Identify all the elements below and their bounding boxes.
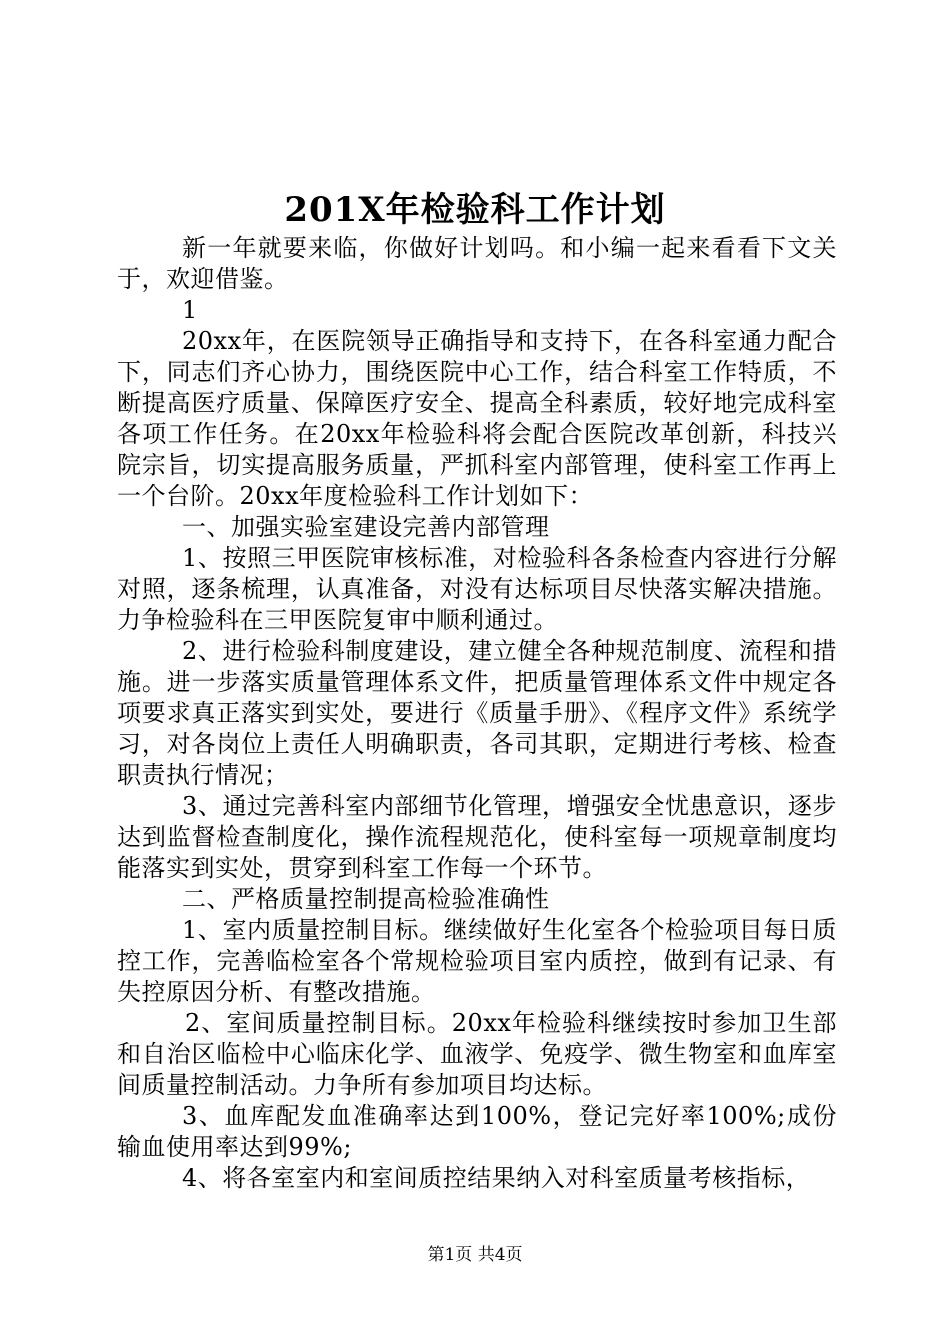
- item-paragraph: 1、室内质量控制目标。继续做好生化室各个检验项目每日质控工作，完善临检室各个常规检验项目室内质控，做到有记录、有失控原因分析、有整改措施。: [117, 916, 837, 1006]
- overview-paragraph: 20xx年，在医院领导正确指导和支持下，在各科室通力配合下，同志们齐心协力，围绕医院中心工作，结合科室工作特质，不断提高医疗质量、保障医疗安全、提高全科素质，较好地完成科室各项工作任务。在20xx年检验科将会配合医院改革创新，科技兴院宗旨，切实提高服务质量，严抓科室内部管理，使科室工作再上一个台阶。20xx年度检验科工作计划如下：: [117, 327, 837, 510]
- item-paragraph: 3、血库配发血准确率达到100%，登记完好率100%;成份输血使用率达到99%;: [117, 1102, 837, 1161]
- section-heading-1: 一、加强实验室建设完善内部管理: [182, 513, 550, 541]
- document-title: 201X年检验科工作计划: [284, 190, 666, 230]
- intro-paragraph: 新一年就要来临，你做好计划吗。和小编一起来看看下文关于，欢迎借鉴。: [117, 234, 837, 293]
- section-heading-2: 二、严格质量控制提高检验准确性: [182, 885, 550, 913]
- item-paragraph: 3、通过完善科室内部细节化管理，增强安全忧患意识，逐步达到监督检查制度化，操作流程规范化，使科室每一项规章制度均能落实到实处，贯穿到科室工作每一个环节。: [117, 792, 837, 882]
- document-body: [117, 233, 837, 1194]
- item-paragraph: 2、室间质量控制目标。20xx年检验科继续按时参加卫生部和自治区临检中心临床化学、血液学、免疫学、微生物室和血库室间质量控制活动。力争所有参加项目均达标。: [117, 1009, 837, 1099]
- section-number: 1: [182, 296, 198, 324]
- page-footer: 第1页 共4页: [427, 1245, 523, 1265]
- item-paragraph: 2、进行检验科制度建设，建立健全各种规范制度、流程和措施。进一步落实质量管理体系文件，把质量管理体系文件中规定各项要求真正落实到实处，要进行《质量手册》、《程序文件》系统学习，对各岗位上责任人明确职责，各司其职，定期进行考核、检查职责执行情况；: [117, 637, 837, 789]
- item-paragraph: 1、按照三甲医院审核标准，对检验科各条检查内容进行分解对照，逐条梳理，认真准备，对没有达标项目尽快落实解决措施。力争检验科在三甲医院复审中顺利通过。: [117, 544, 837, 634]
- item-paragraph: 4、将各室室内和室间质控结果纳入对科室质量考核指标，: [182, 1164, 811, 1192]
